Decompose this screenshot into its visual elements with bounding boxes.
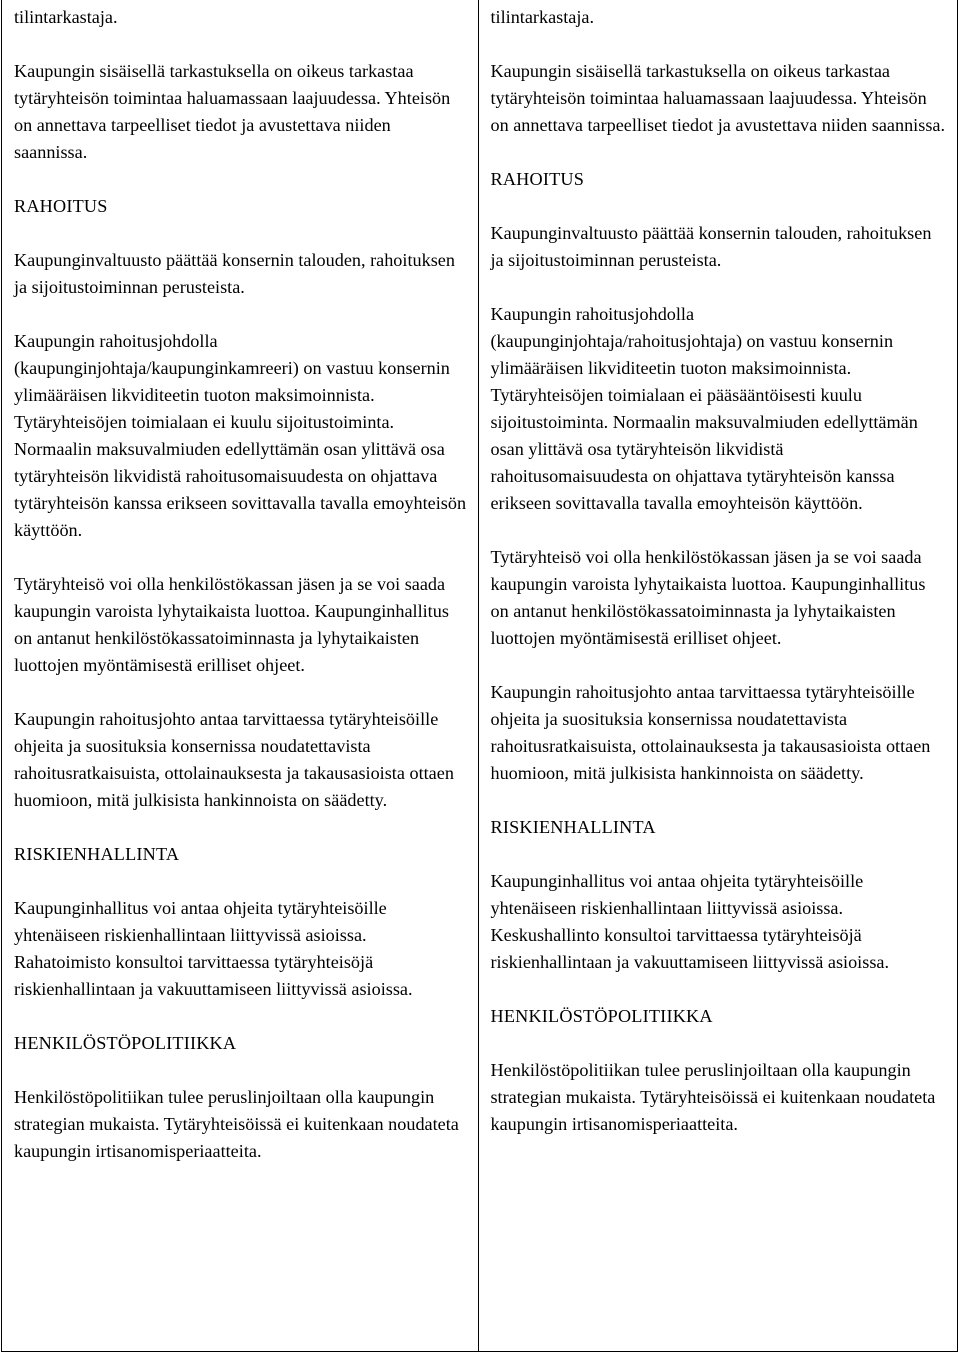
paragraph-personnel-policy: Henkilöstöpolitiikan tulee peruslinjoiltaan olla kaupungin strategian mukaista. Tytäryhteisöissä ei kuitenkaan noudateta kaupungin irtisanomisperiaatteita. xyxy=(14,1087,459,1161)
paragraph-internal-audit: Kaupungin sisäisellä tarkastuksella on oikeus tarkastaa tytäryhteisön toimintaa haluamassaan laajuudessa. Yhteisön on annettava tarpeelliset tiedot ja avustettava niiden saannissa. xyxy=(490,61,946,135)
paragraph-personnel-policy: Henkilöstöpolitiikan tulee peruslinjoiltaan olla kaupungin strategian mukaista. Tytäryhteisöissä ei kuitenkaan noudateta kaupungin irtisanomisperiaatteita. xyxy=(490,1060,936,1134)
paragraph-staff-fund: Tytäryhteisö voi olla henkilöstökassan jäsen ja se voi saada kaupungin varoista lyhytaikaista luottoa. Kaupunginhallitus on antanut henkilöstökassatoiminnasta ja lyhytaikaisten luottojen myöntämisestä erilliset ohjeet. xyxy=(14,574,449,675)
table-row xyxy=(2,0,958,1352)
heading-rahoitus: RAHOITUS xyxy=(14,196,108,216)
right-column xyxy=(479,0,958,1352)
heading-riskienhallinta: RISKIENHALLINTA xyxy=(14,844,180,864)
paragraph-staff-fund: Tytäryhteisö voi olla henkilöstökassan jäsen ja se voi saada kaupungin varoista lyhytaikaista luottoa. Kaupunginhallitus on antanut henkilöstökassatoiminnasta ja lyhytaikaisten luottojen myöntämisestä erilliset ohjeet. xyxy=(490,547,926,648)
heading-henkilostopolitiikka: HENKILÖSTÖPOLITIIKKA xyxy=(490,1006,713,1026)
paragraph-risk-management: Kaupunginhallitus voi antaa ohjeita tytäryhteisöille yhtenäiseen riskienhallintaan liittyvissä asioissa. Rahatoimisto konsultoi tarvittaessa tytäryhteisöjä riskienhallintaan ja vakuuttamiseen liittyvissä asioissa. xyxy=(14,898,413,999)
paragraph-auditor: tilintarkastaja. xyxy=(490,7,595,27)
comparison-table xyxy=(1,0,958,1352)
paragraph-liquidity: Kaupungin rahoitusjohdolla (kaupunginjohtaja/kaupunginkamreeri) on vastuu konsernin ylimääräisen likviditeetin tuoton maksimoinnista. Tytäryhteisöjen toimialaan ei kuulu sijoitustoiminta. Normaalin maksuvalmiuden edellyttämän osan ylittävä osa tytäryhteisön likvidistä rahoitusomaisuudesta on ohjattava tytäryhteisön kanssa erikseen sovittavalla tavalla emoyhteisön käyttöön. xyxy=(14,331,467,540)
paragraph-financing-guidance: Kaupungin rahoitusjohto antaa tarvittaessa tytäryhteisöille ohjeita ja suosituksia konsernissa noudatettavista rahoitusratkaisuista, ottolainauksesta ja takausasioista ottaen huomioon, mitä julkisista hankinnoista on säädetty. xyxy=(14,709,454,810)
paragraph-council-financing: Kaupunginvaltuusto päättää konsernin talouden, rahoituksen ja sijoitustoiminnan perusteista. xyxy=(14,250,455,297)
paragraph-internal-audit: Kaupungin sisäisellä tarkastuksella on oikeus tarkastaa tytäryhteisön toimintaa haluamassaan laajuudessa. Yhteisön on annettava tarpeelliset tiedot ja avustettava niiden saannissa. xyxy=(14,61,451,162)
heading-rahoitus: RAHOITUS xyxy=(490,169,585,189)
heading-riskienhallinta: RISKIENHALLINTA xyxy=(490,817,656,837)
paragraph-auditor: tilintarkastaja. xyxy=(14,7,118,27)
heading-henkilostopolitiikka: HENKILÖSTÖPOLITIIKKA xyxy=(14,1033,237,1053)
paragraph-financing-guidance: Kaupungin rahoitusjohto antaa tarvittaessa tytäryhteisöille ohjeita ja suosituksia konsernissa noudatettavista rahoitusratkaisuista, ottolainauksesta ja takausasioista ottaen huomioon, mitä julkisista hankinnoista on säädetty. xyxy=(490,682,931,783)
paragraph-liquidity: Kaupungin rahoitusjohdolla (kaupunginjohtaja/rahoitusjohtaja) on vastuu konsernin ylimääräisen likviditeetin tuoton maksimoinnista. Tytäryhteisöjen toimialaan ei pääsääntöisesti kuulu sijoitustoiminta. Normaalin maksuvalmiuden edellyttämän osan ylittävä osa tytäryhteisön likvidistä rahoitusomaisuudesta on ohjattava tytäryhteisön kanssa erikseen sovittavalla tavalla emoyhteisön käyttöön. xyxy=(490,304,918,513)
paragraph-council-financing: Kaupunginvaltuusto päättää konsernin talouden, rahoituksen ja sijoitustoiminnan perusteista. xyxy=(490,223,932,270)
paragraph-risk-management: Kaupunginhallitus voi antaa ohjeita tytäryhteisöille yhtenäiseen riskienhallintaan liittyvissä asioissa. Keskushallinto konsultoi tarvittaessa tytäryhteisöjä riskienhallintaan ja vakuuttamiseen liittyvissä asioissa. xyxy=(490,871,890,972)
left-column xyxy=(2,0,479,1352)
